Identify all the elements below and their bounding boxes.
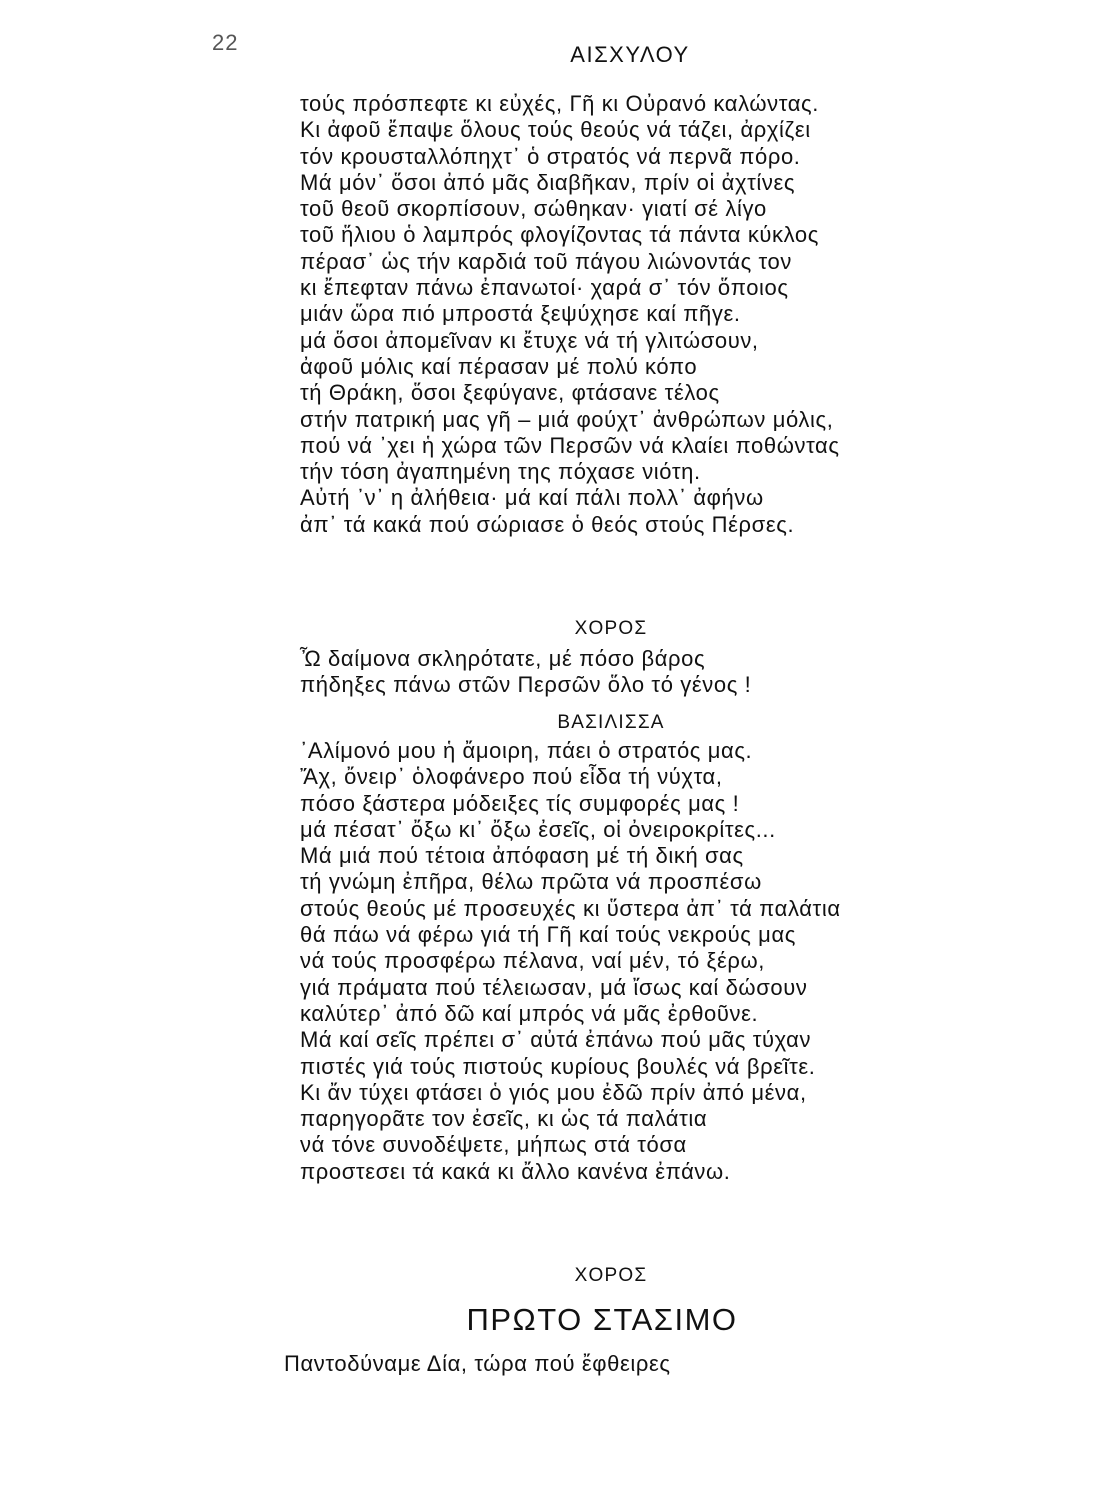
verse-line: στήν πατρική μας γῆ – μιά φούχτ᾽ ἀνθρώπων μόλις, (300, 406, 834, 432)
verse-line: στούς θεούς μέ προσευχές κι ὕστερα ἀπ᾽ τά παλάτια (300, 895, 841, 921)
verse-line: τούς πρόσπεφτε κι εὐχές, Γῆ κι Οὐρανό καλώντας. (300, 91, 819, 116)
verse-line: Παντοδύναμε Δία, τώρα πού ἔφθειρες (284, 1351, 671, 1376)
section-title: ΠΡΩΤΟ ΣΤΑΣΙΜΟ (466, 1302, 738, 1337)
verse-line: Μά καί σεῖς πρέπει σ᾽ αὐτά ἐπάνω πού μᾶς τύχαν (300, 1027, 812, 1053)
verse-line: Μά μόν᾽ ὅσοι ἀπό μᾶς διαβῆκαν, πρίν οἱ ἀχτίνες (300, 169, 796, 195)
verse-line: τή Θράκη, ὅσοι ξεφύγανε, φτάσανε τέλος (300, 380, 720, 406)
verse-line: μιάν ὥρα πιό μπροστά ξεψύχησε καί πῆγε. (300, 301, 741, 327)
verse-line: Αὐτή ᾽ν᾽ η ἀλήθεια· μά καί πάλι πολλ᾽ ἀφήνω (300, 485, 764, 511)
verse-line: Κι ἀφοῦ ἔπαψε ὅλους τούς θεούς νά τάζει, ἀρχίζει (300, 117, 811, 143)
verse-line: Ὦ δαίμονα σκληρότατε, μέ πόσο βάρος (300, 646, 706, 671)
verse-line: θά πάω νά φέρω γιά τή Γῆ καί τούς νεκρούς μας (300, 922, 796, 948)
verse-line: τήν τόση ἀγαπημένη της πόχασε νιότη. (300, 459, 701, 485)
verse-line: τοῦ ἥλιου ὁ λαμπρός φλογίζοντας τά πάντα κύκλος (300, 222, 819, 248)
verse-line: κι ἔπεφταν πάνω ἐπανωτοί· χαρά σ᾽ τόν ὅποιος (300, 275, 789, 301)
stasimo-opening (284, 1351, 671, 1377)
verse-line: Ἄχ, ὄνειρ᾽ ὁλοφάνερο πού εἶδα τή νύχτα, (300, 764, 723, 790)
speaker-chorus: ΧΟΡΟΣ (574, 618, 648, 639)
verse-line: γιά πράματα πού τέλειωσαν, μά ἴσως καί δώσουν (300, 974, 808, 1000)
verse-line: Κι ἄν τύχει φτάσει ὁ γιός μου ἐδῶ πρίν ἀπό μένα, (300, 1079, 807, 1105)
running-head: ΑΙΣΧΥΛΟΥ (570, 42, 690, 67)
speaker-chorus-second: ΧΟΡΟΣ (574, 1265, 648, 1286)
verse-line: τοῦ θεοῦ σκορπίσουν, σώθηκαν· γιατί σέ λίγο (300, 196, 767, 222)
verse-line: ἀφοῦ μόλις καί πέρασαν μέ πολύ κόπο (300, 353, 698, 379)
verse-line: νά τόνε συνοδέψετε, μήπως στά τόσα (300, 1132, 687, 1158)
verse-line: ᾽Αλίμονό μου ἡ ἄμοιρη, πάει ὁ στρατός μας. (300, 738, 753, 763)
chorus-speech (300, 646, 751, 699)
verse-line: πιστές γιά τούς πιστούς κυρίους βουλές νά βρεῖτε. (300, 1053, 816, 1079)
verse-line: νά τούς προσφέρω πέλανα, ναί μέν, τό ξέρω, (300, 948, 766, 974)
verse-line: προστεσει τά κακά κι ἄλλο κανένα ἐπάνω. (300, 1158, 731, 1184)
verse-line: πόσο ξάστερα μόδειξες τίς συμφορές μας ! (300, 790, 740, 816)
verse-line: παρηγορᾶτε τον ἐσεῖς, κι ὡς τά παλάτια (300, 1106, 708, 1132)
verse-line: τή γνώμη ἐπῆρα, θέλω πρῶτα νά προσπέσω (300, 869, 762, 895)
messenger-speech (300, 91, 840, 538)
verse-line: ἀπ᾽ τά κακά πού σώριασε ὁ θεός στούς Πέρσες. (300, 511, 795, 537)
verse-line: μά ὅσοι ἀπομεῖναν κι ἔτυχε νά τή γλιτώσουν, (300, 327, 759, 353)
verse-line: πέρασ᾽ ὡς τήν καρδιά τοῦ πάγου λιώνοντάς τον (300, 248, 792, 274)
verse-line: πήδηξες πάνω στῶν Περσῶν ὅλο τό γένος ! (300, 672, 752, 698)
verse-line: καλύτερ᾽ ἀπό δῶ καί μπρός νά μᾶς ἐρθοῦνε. (300, 1000, 759, 1026)
speaker-queen: ΒΑΣΙΛΙΣΣΑ (557, 712, 665, 733)
verse-line: πού νά ᾽χει ἡ χώρα τῶν Περσῶν νά κλαίει ποθώντας (300, 432, 840, 458)
verse-line: τόν κρουσταλλόπηχτ᾽ ὁ στρατός νά περνᾶ πόρο. (300, 143, 801, 169)
queen-speech (300, 738, 841, 1185)
page-number: 22 (212, 30, 239, 55)
verse-line: Μά μιά πού τέτοια ἀπόφαση μέ τή δική σας (300, 843, 744, 869)
verse-line: μά πέσατ᾽ ὄξω κι᾽ ὄξω ἐσεῖς, οἱ ὀνειροκρίτες... (300, 816, 776, 842)
